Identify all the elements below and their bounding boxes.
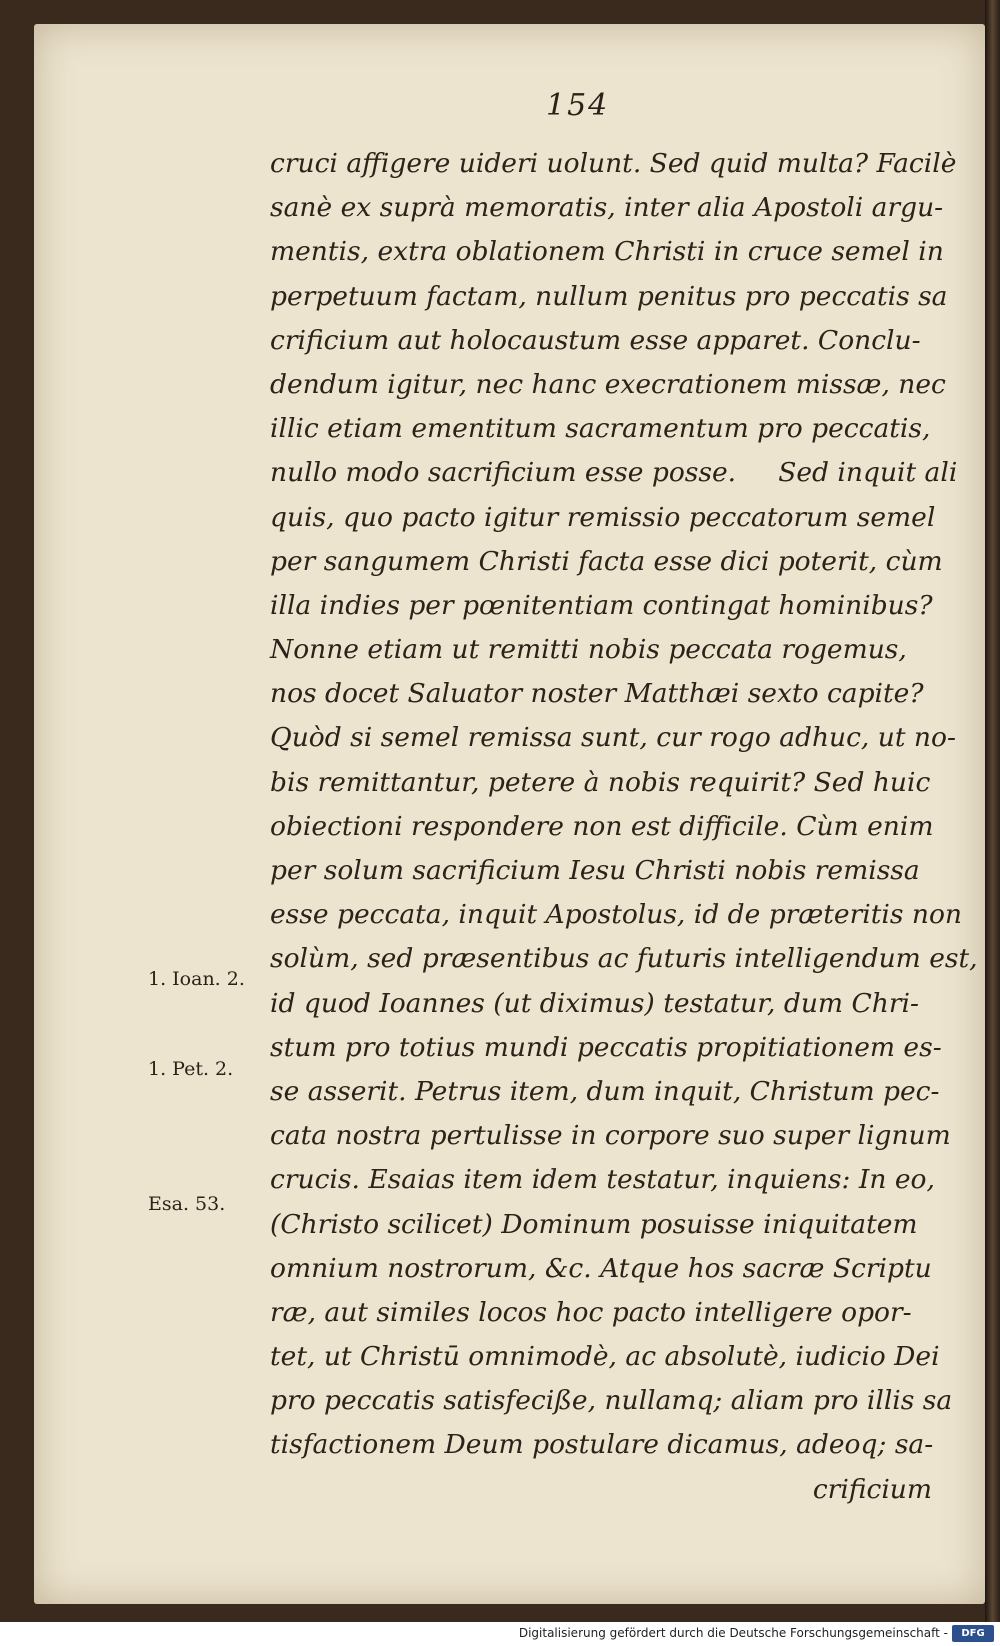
text-line: bis remittantur, petere à nobis requirit? Sed huic xyxy=(270,766,931,798)
footer-credit: Digitalisierung gefördert durch die Deutsche Forschungsgemeinschaft - xyxy=(518,1626,948,1640)
text-line: se asserit. Petrus item, dum inquit, Christum pec- xyxy=(270,1075,940,1107)
text-line: omnium nostrorum, &c. Atque hos sacræ Scriptu xyxy=(270,1252,932,1284)
text-line: esse peccata, inquit Apostolus, id de præteritis non xyxy=(270,899,962,931)
text-line: sanè ex suprà memoratis, inter alia Apostoli argu- xyxy=(270,192,944,224)
page-number: 154 xyxy=(546,88,610,123)
margin-note: Esa. 53. xyxy=(148,1193,226,1215)
text-line: stum pro totius mundi peccatis propitiationem es- xyxy=(270,1031,942,1063)
body-text xyxy=(270,142,978,1512)
text-line: solùm, sed præsentibus ac futuris intelligendum est, xyxy=(270,943,978,975)
text-line: ræ, aut similes locos hoc pacto intelligere opor- xyxy=(270,1296,912,1328)
text-line: dendum igitur, nec hanc execrationem missæ, nec xyxy=(270,368,946,400)
catchword: crificium xyxy=(812,1473,932,1505)
text-line: (Christo scilicet) Dominum posuisse iniquitatem xyxy=(270,1208,918,1240)
text-line: nullo modo sacrificium esse posse. Sed inquit ali xyxy=(270,457,958,489)
margin-note: 1. Pet. 2. xyxy=(148,1058,234,1080)
text-line: crucis. Esaias item idem testatur, inquiens: In eo, xyxy=(270,1164,935,1196)
text-line: tisfactionem Deum postulare dicamus, adeoq; sa- xyxy=(270,1429,934,1461)
dfg-logo: DFG xyxy=(952,1625,994,1642)
book-spine xyxy=(985,0,1000,1622)
text-line: Nonne etiam ut remitti nobis peccata rogemus, xyxy=(270,634,907,666)
text-line: per solum sacrificium Iesu Christi nobis remissa xyxy=(270,855,920,886)
text-line: tet, ut Christū omnimodè, ac absolutè, iudicio Dei xyxy=(270,1341,940,1373)
text-line: perpetuum factam, nullum penitus pro peccatis sa xyxy=(270,280,948,312)
text-line: obiectioni respondere non est difficile. Cùm enim xyxy=(270,810,934,842)
text-line: illa indies per pœnitentiam contingat hominibus? xyxy=(270,589,933,621)
text-line: Quòd si semel remissa sunt, cur rogo adhuc, ut no- xyxy=(270,722,956,754)
footer-bar xyxy=(0,1622,1000,1646)
text-line: crificium aut holocaustum esse apparet. Conclu- xyxy=(270,324,921,356)
margin-note: 1. Ioan. 2. xyxy=(148,968,245,990)
text-line: quis, quo pacto igitur remissio peccatorum semel xyxy=(270,501,936,533)
text-line: nos docet Saluator noster Matthæi sexto capite? xyxy=(270,678,924,710)
text-line: cata nostra pertulisse in corpore suo super lignum xyxy=(270,1120,951,1152)
text-line: per sangumem Christi facta esse dici poterit, cùm xyxy=(270,545,943,577)
text-line: illic etiam ementitum sacramentum pro peccatis, xyxy=(270,413,931,445)
text-line: pro peccatis satisfeciße, nullamq; aliam pro illis sa xyxy=(270,1385,953,1417)
text-line: cruci affigere uideri uolunt. Sed quid multa? Facilè xyxy=(270,148,957,179)
text-line: id quod Ioannes (ut diximus) testatur, dum Chri- xyxy=(270,987,919,1019)
text-line: mentis, extra oblationem Christi in cruce semel in xyxy=(270,236,944,268)
